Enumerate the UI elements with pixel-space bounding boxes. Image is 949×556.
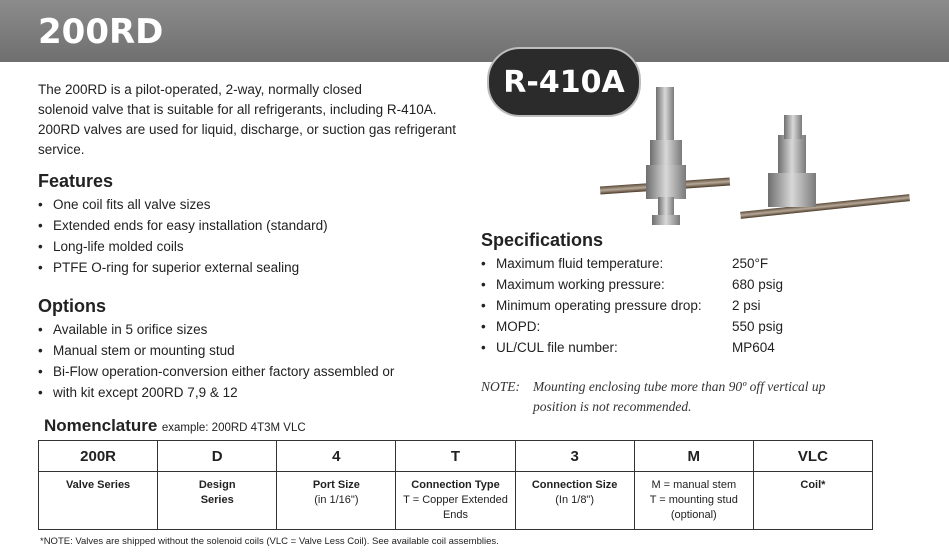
header-bar — [0, 0, 949, 62]
desc-cell — [39, 472, 158, 530]
specifications-section — [481, 230, 852, 358]
code-cell: 3 — [515, 441, 634, 472]
spec-label: • Minimum operating pressure drop: — [496, 298, 702, 313]
options-list — [38, 319, 394, 403]
desc-text: (in 1/16") — [314, 494, 359, 506]
code-cell: D — [158, 441, 277, 472]
spec-row — [481, 253, 852, 274]
product-photo — [600, 85, 920, 235]
desc-title: Connection Type — [411, 479, 500, 491]
table-row — [39, 472, 873, 530]
code-cell: 4 — [277, 441, 396, 472]
list-item: • One coil fits all valve sizes — [38, 194, 328, 215]
list-item: • Available in 5 orifice sizes — [38, 319, 394, 340]
spec-value: 550 psig — [732, 319, 784, 334]
continuation-text: with kit except 200RD 7,9 & 12 — [53, 385, 238, 400]
page-title: 200RD — [38, 12, 164, 52]
features-list — [38, 194, 328, 278]
desc-text: (In 1/8") — [555, 494, 595, 506]
spec-label: • MOPD: — [496, 319, 541, 334]
code-cell: VLC — [753, 441, 872, 472]
desc-title: Connection Size — [531, 479, 618, 491]
code-cell: 200R — [39, 441, 158, 472]
nomenclature-table — [38, 440, 873, 530]
list-item: • PTFE O-ring for superior external sealing — [38, 257, 328, 278]
specifications-heading: Specifications — [481, 230, 604, 250]
desc-cell — [158, 472, 277, 530]
spec-row — [481, 337, 852, 358]
refrigerant-badge: R-410A — [487, 47, 641, 117]
intro-line: service. — [38, 142, 85, 157]
code-cell: T — [396, 441, 515, 472]
desc-cell — [396, 472, 515, 530]
desc-cell — [753, 472, 872, 530]
intro-paragraph — [38, 80, 458, 160]
list-item: • Bi-Flow operation-conversion either factory assembled or — [38, 361, 394, 382]
desc-title: Coil* — [800, 479, 826, 491]
spec-value: 250°F — [732, 256, 769, 271]
spec-row — [481, 295, 852, 316]
intro-line: solenoid valve that is suitable for all refrigerants, including R-410A. — [38, 102, 437, 117]
table-row — [39, 441, 873, 472]
nomenclature-example: example: 200RD 4T3M VLC — [161, 422, 306, 434]
footnote: *NOTE: Valves are shipped without the solenoid coils (VLC = Valve Less Coil). See available coil assemblies. — [40, 536, 499, 547]
spec-row — [481, 316, 852, 337]
spec-value: MP604 — [732, 340, 775, 355]
spec-label: • Maximum fluid temperature: — [496, 256, 664, 271]
desc-cell — [277, 472, 396, 530]
intro-line: 200RD valves are used for liquid, discharge, or suction gas refrigerant — [38, 122, 456, 137]
list-item: • Extended ends for easy installation (standard) — [38, 215, 328, 236]
options-section — [38, 296, 394, 403]
options-heading: Options — [38, 296, 106, 316]
list-item: • Manual stem or mounting stud — [38, 340, 394, 361]
list-item: • Long-life molded coils — [38, 236, 328, 257]
note-text: Mounting enclosing tube more than 90º off vertical up position is not recommended. — [533, 379, 826, 414]
features-section — [38, 171, 328, 278]
list-item-continuation — [38, 382, 394, 403]
intro-line: The 200RD is a pilot-operated, 2-way, normally closed — [38, 82, 362, 97]
code-cell: M — [634, 441, 753, 472]
spec-label: • UL/CUL file number: — [496, 340, 618, 355]
desc-text: Series — [200, 494, 234, 506]
desc-cell — [634, 472, 753, 530]
spec-label: • Maximum working pressure: — [496, 277, 665, 292]
desc-text: T = mounting stud — [649, 494, 738, 506]
desc-text: (optional) — [670, 509, 717, 521]
nomenclature-title: Nomenclature — [44, 416, 158, 435]
desc-text: M = manual stem — [651, 479, 737, 491]
desc-title: Port Size — [312, 479, 360, 491]
desc-cell — [515, 472, 634, 530]
specifications-list — [481, 253, 852, 358]
spec-row — [481, 274, 852, 295]
nomenclature-heading — [44, 416, 306, 436]
desc-title: Design — [198, 479, 236, 491]
note-label: NOTE: — [481, 379, 521, 394]
spec-value: 680 psig — [732, 277, 784, 292]
desc-title: Valve Series — [65, 479, 131, 491]
features-heading: Features — [38, 171, 114, 191]
desc-text: T = Copper Extended Ends — [403, 494, 508, 521]
spec-value: 2 psi — [732, 298, 761, 313]
